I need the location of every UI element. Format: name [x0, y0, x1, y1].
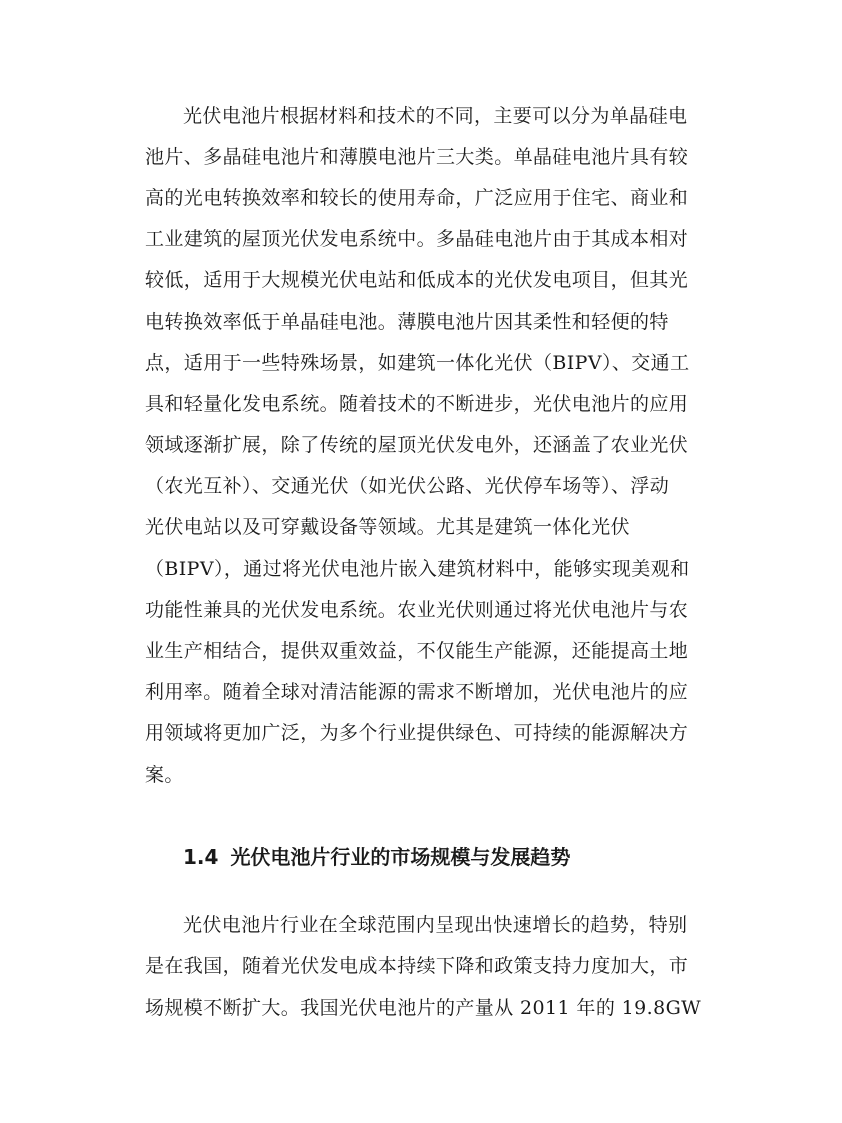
paragraph-line: 池片、多晶硅电池片和薄膜电池片三大类。单晶硅电池片具有较: [145, 146, 689, 168]
paragraph-line: 业生产相结合，提供双重效益，不仅能生产能源，还能提高土地: [145, 640, 689, 662]
paragraph-line: 较低，适用于大规模光伏电站和低成本的光伏发电项目，但其光: [145, 269, 689, 291]
paragraph-line: （BIPV），通过将光伏电池片嵌入建筑材料中，能够实现美观和: [145, 558, 690, 580]
paragraph-line: 电转换效率低于单晶硅电池。薄膜电池片因其柔性和轻便的特: [145, 311, 669, 333]
paragraph-line: 光伏电池片根据材料和技术的不同，主要可以分为单晶硅电: [183, 105, 688, 127]
section-heading: [183, 843, 570, 871]
paragraph-line: 光伏电池片行业在全球范围内呈现出快速增长的趋势，特别: [183, 914, 688, 936]
paragraph-line: 具和轻量化发电系统。随着技术的不断进步，光伏电池片的应用: [145, 393, 689, 415]
paragraph-line: 用领域将更加广泛，为多个行业提供绿色、可持续的能源解决方: [145, 722, 689, 744]
paragraph-line: （农光互补）、交通光伏（如光伏公路、光伏停车场等）、浮动: [145, 475, 670, 497]
paragraph-line: 是在我国，随着光伏发电成本持续下降和政策支持力度加大，市: [145, 955, 689, 977]
paragraph-line: 工业建筑的屋顶光伏发电系统中。多晶硅电池片由于其成本相对: [145, 228, 689, 250]
paragraph-line: 点，适用于一些特殊场景，如建筑一体化光伏（BIPV）、交通工: [145, 352, 690, 374]
paragraph-line: 案。: [145, 764, 184, 786]
section-title: 光伏电池片行业的市场规模与发展趋势: [230, 845, 571, 869]
paragraph-line: 高的光电转换效率和较长的使用寿命，广泛应用于住宅、商业和: [145, 187, 689, 209]
paragraph-line: 领域逐渐扩展，除了传统的屋顶光伏发电外，还涵盖了农业光伏: [145, 434, 689, 456]
paragraph-line: 场规模不断扩大。我国光伏电池片的产量从 2011 年的 19.8GW: [145, 997, 702, 1019]
paragraph-line: 光伏电站以及可穿戴设备等领域。尤其是建筑一体化光伏: [145, 516, 631, 538]
section-number: 1.4: [183, 845, 219, 869]
paragraph-line: 利用率。随着全球对清洁能源的需求不断增加，光伏电池片的应: [145, 681, 689, 703]
paragraph-line: 功能性兼具的光伏发电系统。农业光伏则通过将光伏电池片与农: [145, 599, 689, 621]
